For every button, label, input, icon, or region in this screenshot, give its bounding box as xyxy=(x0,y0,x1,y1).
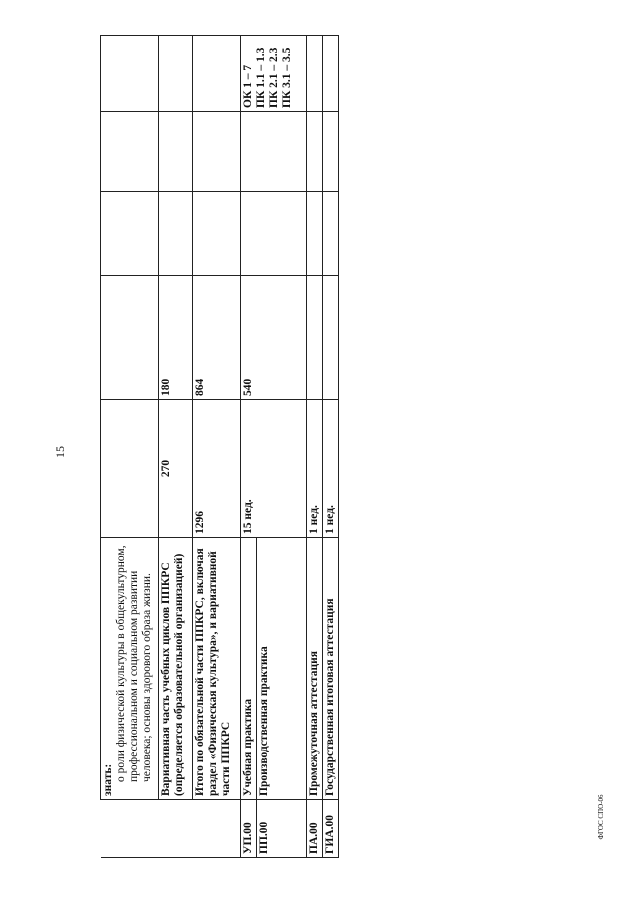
znat-text: о роли физической культуры в общекультурном, профессиональном и социальном развитии человека; основы здорового образа жизни. xyxy=(115,545,153,782)
gia-weeks: 1 нед. xyxy=(323,400,339,538)
var-name: Вариативная часть учебных циклов ППКРС (определяется образовательной организацией) xyxy=(159,538,193,800)
pa-code: ПА.00 xyxy=(307,800,323,858)
gia-name: Государственная итоговая аттестация xyxy=(323,538,339,800)
up-hours: 540 xyxy=(241,276,307,400)
table-row xyxy=(323,36,339,858)
itogo-obl: 864 xyxy=(193,276,241,400)
var-obl: 180 xyxy=(159,276,193,400)
up-name: Учебная практика xyxy=(241,538,257,800)
up-code: УП.00 xyxy=(241,800,257,858)
competency: ПК 3.1 – 3.5 xyxy=(281,47,293,108)
znat-cell xyxy=(101,538,159,800)
competency: ПК 1.1 – 1.3 xyxy=(255,47,267,108)
table-row xyxy=(159,36,193,858)
competencies-cell xyxy=(241,36,307,112)
up-weeks: 15 нед. xyxy=(241,400,307,538)
gia-code: ГИА.00 xyxy=(323,800,339,858)
table-row xyxy=(241,36,257,858)
table-row xyxy=(307,36,323,858)
pp-code: ПП.00 xyxy=(257,800,307,858)
rotated-table-container xyxy=(100,36,338,858)
var-max: 270 xyxy=(159,400,193,538)
curriculum-table xyxy=(100,35,339,858)
footer-code: ФГОС СПО-06 xyxy=(597,794,605,840)
pp-name: Производственная практика xyxy=(257,538,307,800)
znat-label: знать: xyxy=(102,763,114,796)
competency: ПК 2.1 – 2.3 xyxy=(268,47,280,108)
pa-weeks: 1 нед. xyxy=(307,400,323,538)
itogo-name: Итого по обязательной части ППКРС, включая раздел «Физическая культура», и вариативной части ППКРС xyxy=(193,538,241,800)
table-row xyxy=(193,36,241,858)
itogo-max: 1296 xyxy=(193,400,241,538)
page-number: 15 xyxy=(53,446,67,458)
table-row xyxy=(101,36,159,858)
competency: ОК 1 – 7 xyxy=(242,64,254,108)
pa-name: Промежуточная аттестация xyxy=(307,538,323,800)
